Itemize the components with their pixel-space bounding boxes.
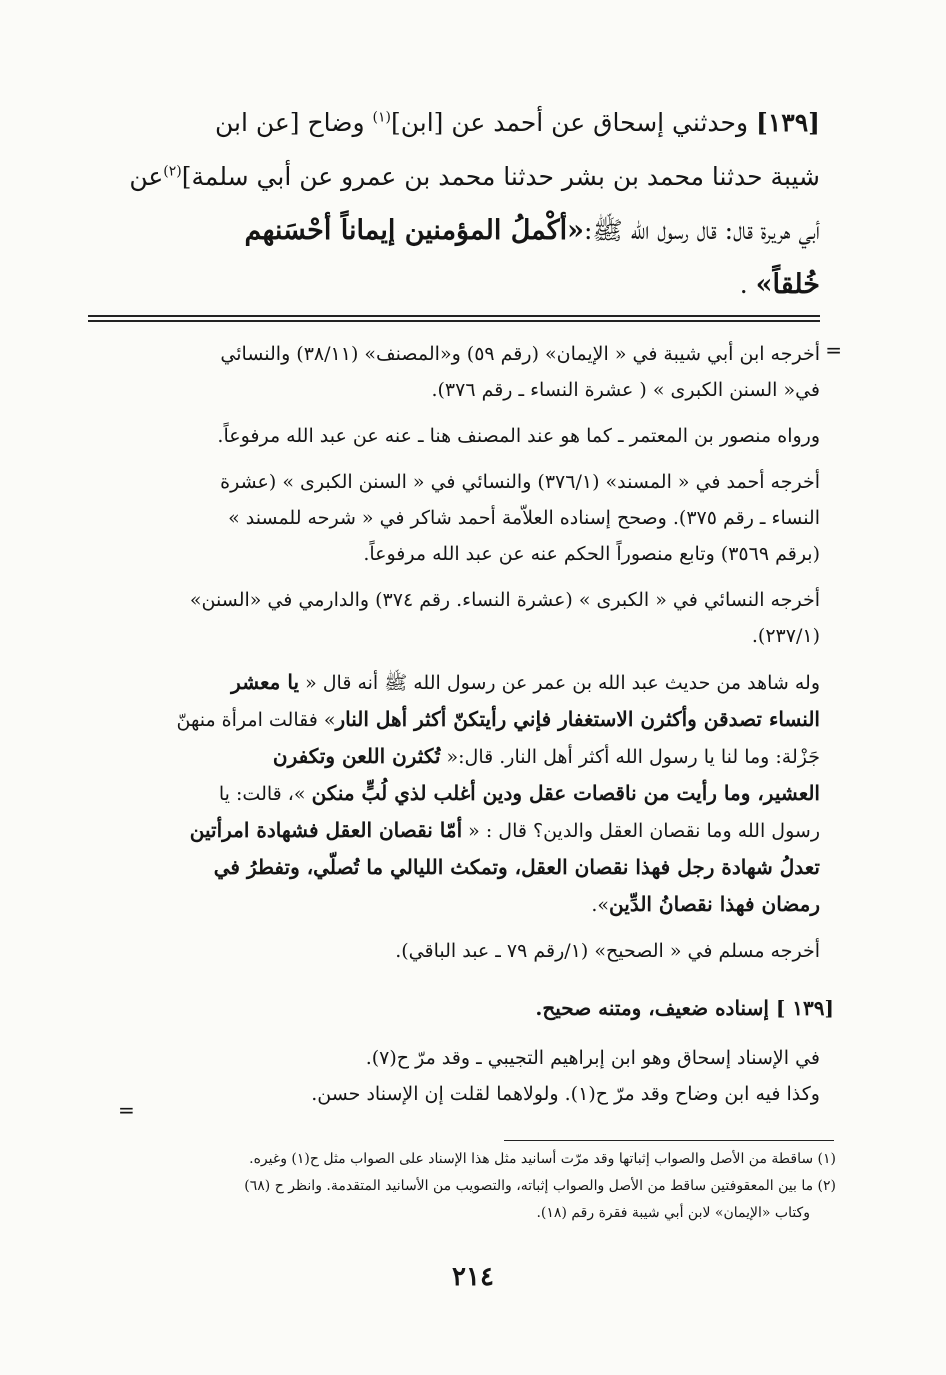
commentary-paragraph-6: أخرجه مسلم في « الصحيح» (١/رقم ٧٩ ـ عبد الباقي). xyxy=(395,940,820,962)
continuation-mark-bottom: = xyxy=(118,1098,135,1122)
page-number: ٢١٤ xyxy=(452,1262,494,1292)
footnote-divider xyxy=(504,1140,834,1141)
grading-heading: [١٣٩ ] إسناده ضعيف، ومتنه صحيح. xyxy=(535,996,834,1020)
footnote-ref-2: (٢) xyxy=(163,163,182,180)
hadith-main-text xyxy=(120,96,820,312)
main-line-1: [١٣٩] وحدثني إسحاق عن أحمد عن [ابن]$^{(١)}$ وضاح [عن ابن xyxy=(214,108,820,137)
footnote-1: (١) ساقطة من الأصل والصواب إثباتها وقد مرّت أسانيد مثل هذا الإسناد على الصواب مثل ح(١) وغيره. xyxy=(249,1151,836,1167)
footnote-2-continued: وكتاب «الإيمان» لابن أبي شيبة فقرة رقم (١٨). xyxy=(536,1205,810,1221)
takhrij-commentary xyxy=(120,336,820,979)
main-line-3: أبي هريرة قال: قال رسول الله ﷺ:«أكْملُ المؤمنين إيماناً أحْسَنهم xyxy=(244,215,820,246)
continuation-mark-top: = xyxy=(825,338,842,362)
commentary-paragraph-1: أخرجه ابن أبي شيبة في « الإيمان» (رقم ٥٩) و«المصنف» (٣٨/١١) والنسائي في« السنن الكبرى » ( عشرة النساء ـ رقم ٣٧٦). xyxy=(220,343,820,401)
section-divider xyxy=(88,315,820,322)
footnote-ref-1: (١) xyxy=(372,109,391,126)
commentary-paragraph-4: أخرجه النسائي في « الكبرى » (عشرة النساء. رقم ٣٧٤) والدارمي في «السنن» (٢٣٧/١). xyxy=(189,589,820,647)
main-line-2: شيبة حدثنا محمد بن بشر حدثنا محمد بن عمرو عن أبي سلمة]$^{(٢)}$عن xyxy=(129,162,820,191)
hadith-matn: «أكْملُ المؤمنين إيماناً أحْسَنهم xyxy=(244,215,585,246)
hadith-number: [١٣٩] xyxy=(756,108,820,137)
commentary-paragraph-3: أخرجه أحمد في « المسند» (٣٧٦/١) والنسائي في « السنن الكبرى » (عشرة النساء ـ رقم ٣٧٥). وصحح إسناده العلاّمة أحمد شاكر في « شرحه للمسند » (برقم ٣٥٦٩) وتابع منصوراً الحكم عنه عن عبد الله مرفوعاً. xyxy=(220,471,820,565)
footnotes xyxy=(96,1146,836,1227)
hadith-matn-end: خُلقاً» xyxy=(755,269,820,300)
commentary-paragraph-5: وله شاهد من حديث عبد الله بن عمر عن رسول الله ﷺ أنه قال « يا معشر النساء تصدقن وأكثرن الاستغفار فإني رأيتكنّ أكثر أهل النار» فقالت امرأة منهنّ جَزْلة: وما لنا يا رسول الله أكثر أهل النار. قال:« تُكثرن اللعن وتكفرن العشير، وما رأيت من ناقصات عقل ودين أغلب لذي لُبٍّ منكن »، قالت: يا رسول الله وما نقصان العقل والدين؟ قال : « أمّا نقصان العقل فشهادة امرأتين تعدلُ شهادة رجل فهذا نقصان العقل، وتمكث الليالي ما تُصلّي، وتفطرُ في رمضان فهذا نقصانُ الدِّين». xyxy=(176,670,820,916)
grading-text: في الإسناد إسحاق وهو ابن إبراهيم التجيبي ـ وقد مرّ ح(٧). وكذا فيه ابن وضاح وقد مرّ ح(١). ولولاهما لقلت إن الإسناد حسن. xyxy=(311,1047,820,1105)
commentary-paragraph-2: ورواه منصور بن المعتمر ـ كما هو عند المصنف هنا ـ عنه عن عبد الله مرفوعاً. xyxy=(217,425,820,447)
footnote-2: (٢) ما بين المعقوفتين ساقط من الأصل والصواب إثباته، والتصويب من الأسانيد المتقدمة. وانظر ح (٦٨) xyxy=(244,1178,836,1194)
main-line-4: خُلقاً» . xyxy=(739,269,820,300)
